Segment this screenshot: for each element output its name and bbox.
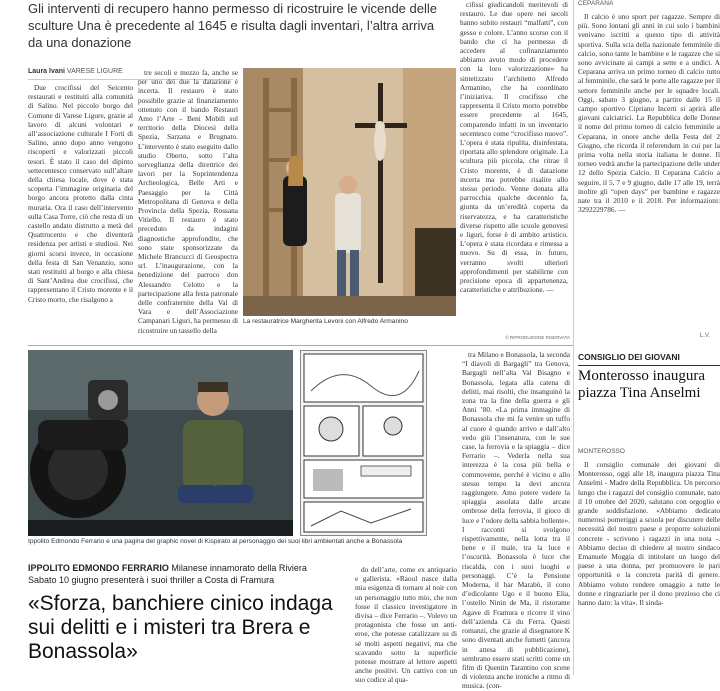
- article-headline: «Sforza, banchiere cinico indaga sui delitti e i misteri tra Brera e Bonassola»: [28, 592, 333, 663]
- article-paragraph: tra Milano e Bonassola, la seconda “I diavoli di Bargagli” tra Genova, Bargagli nell’alta Val Bisagno e Bonassola, legata alla catena di delitti, mai risolti, che insanguinò la zona tra la fine della guerra e gli Anni ’80. «La prima immagine di Bonassola che mi fa venire un tuffo al cuore è quando arrivo e dall’alto vedo giù l’insenatura, con le sue case, la ferrovia e la spiaggia – dice Ferrario –. Vederla nella sua interezza è la cosa più bella e commovente, perché è vicino e allo stesso tempo la devi ancora raggiungere. Amo potere vedere la spiaggia assolata dalle arcate ombrose della ferrovia, il gioco di luce e l’odore della sabbia bollente». I racconti si svolgono rispettivamente, nella lotta tra il bene e il male, tra la luce e l’oscurità. Bonassola è luce che riscalda, con i suoi luoghi e personaggi. C’è la Pensione Moderna, il bar Marabù, il cono d’edicolante Ugo e il buono Elia, l’ostello Ninin de Ma, il ristorante Agave di Framura e ricorre il vino dell’azienda Cà du Ferra. Questi romanzi, che grazie al disegnatore K sono diventati anche fumetti (ancora in attesa di pubblicazione), sembrano essere stati scritti come un film di Quentin Tarantino con scene di violenza anche ironiche a ritmo di musica. (con-: [462, 350, 570, 691]
- photo-illustration: [28, 350, 293, 536]
- sidebar-place: CEPARANA: [578, 0, 614, 7]
- sidebar-headline: Monterosso inaugura piazza Tina Anselmi: [578, 368, 706, 401]
- sidebar-place: MONTEROSSO: [578, 448, 625, 455]
- sidebar-column: [578, 12, 720, 332]
- sidebar-column: [578, 460, 720, 675]
- sidebar-section-label: CONSIGLIO DEI GIOVANI: [578, 352, 720, 366]
- photo-caption: La restauratrice Margherita Levoni con Alfredo Armanino: [243, 318, 408, 325]
- author-photo: [28, 350, 293, 536]
- photo-illustration: [243, 68, 456, 316]
- comic-illustration: [301, 351, 426, 535]
- comic-page: [300, 350, 427, 536]
- article-column: [355, 565, 457, 685]
- photo-caption: Ippolito Edmondo Ferrario e una pagina del graphic novel di Kispirato al personaggio dei suoi libri ambientati anche a Bonassola: [28, 538, 403, 545]
- column-divider: [573, 0, 574, 675]
- section-divider: [28, 345, 573, 346]
- article-column: [28, 83, 133, 345]
- kicker-text: Milanese innamorato della Riviera: [171, 563, 307, 573]
- article-subtitle: Gli interventi di recupero hanno permesso di ricostruire le vicende delle sculture Una è precedente al 1645 e risulta dagli inventari, l’altra arriva da una donazione: [28, 1, 437, 50]
- article-paragraph: do dell’arte, come ex antiquario e gallerista. «Raoul nasce dalla mia esigenza di tornare al noir con un personaggio tutto mio, che non fosse il classico investigatore in divisa – dice Ferrario –. Volevo un protagonista che fosse un anti-eroe, che potesse catalizzare su di sé molti aspetti negativi, ma che scavando sotto la superficie potesse mostrare al lettore aspetti anche positivi. Un cattivo con un suo codice al qua-: [355, 565, 457, 685]
- article-paragraph: Due crocifissi del Seicento restaurati e restituiti alla comunità di Salino. Nel piccolo borgo del Comune di Varese Ligure, grazie al lavoro di alcuni volontari e all’associazione culturale I Forti di Salino, anno dopo anno vengono riscoperti e valorizzati piccoli tesori. È stato il caso del dipinto settecentesco conservato sull’altare della chiesa locale, dove è stata scoperta l’immagine originaria del borgo ancora protetto dalla cinta muraria. Ora il caso dell’intervento sulla Casa Torre, ciò che resta di un castello andato distrutto a metà del Quattrocento e che diventerà residenza per artisti e studiosi. Nei giorni scorsi invece, in occasione della festa di San Venanzio, sono stati restituiti al borgo e alla chiesa di Sant’Andrea due crocifissi, che rappresentano il Cristo morente e il Cristo morto, che risalgono a: [28, 83, 133, 304]
- article-paragraph: tre secoli e mezzo fa, anche se per uno dei due la datazione è incerta. Il restauro è stato possibile grazie al finanziamento ottenuto con il bando Restauri Amo l’Arte – Beni Mobili sul territorio della Diocesi della Spezia, Sarzana e Brugnato. L’intervento è stato eseguito dallo studio Oberto, sotto l’alta sorveglianza della direttrice dei lavori per la Soprintendenza Archeologica, Belle Arti e Paesaggio per la Città Metropolitana di Genova e della Provincia della Spezia, Rossana Vitiello. Il restauro è stato preceduto da indagini diagnostiche approfondite, che sono state sponsorizzate da Michele Brancucci di Geospectra srl. L’inaugurazione, con la benedizione del parroco don Alessandro Celotto e la partecipazione alla festa patronale delle confraternite della Val di Vara e dell’Associazione Campanari Liguri, ha permesso di ricostruire un tassello della: [138, 68, 238, 335]
- copyright-credit: © RIPRODUZIONE RISERVATA: [505, 335, 570, 340]
- article-column: [460, 0, 568, 332]
- sidebar-signature: L.V.: [699, 333, 710, 339]
- author-name: Laura Ivani: [28, 68, 65, 75]
- dateline-place: VARESE LIGURE: [66, 68, 123, 75]
- article-column: [462, 350, 570, 691]
- restoration-photo: [243, 68, 456, 316]
- article-paragraph: cifissi giudicandoli meritevoli di restauro. Le due opere nei secoli hanno subito restauri “malfatti”, con gesso e colore. L’anno scorso con il bando che ci ha permesso di accedere al cofinanziamento abbiamo avuto modo di procedere con la loro valorizzazione» ha sintetizzato l’architetto Alfredo Armanino, che ha coordinato l’iniziativa. Il crocifisso che rappresenta il Cristo morto potrebbe essere precedente al 1645, comparendo infatti in un inventario secentesco come “crocifisso nuovo”. L’opera è stata ripulita, disinfestata, riportata allo splendore originale. La scultura più piccola, che ritrae il Cristo morente, è di datazione incerta ma potrebbe risalire allo stesso periodo. Venne donata alla parrocchia qualche decennio fa, giunta da un’eredità coperta da riservatezza, e ha caratteristiche diverse rispetto alle scuole genovesi e liguri, forse è di ambito artistico. L’opera è stata ricordata e rimessa a nuovo. Su di essa, in futuro, verranno svolti ulteriori approfondimenti per stabilirne con precisione epoca di appartenenza, caratteristiche e attribuzione. —: [460, 0, 568, 295]
- kicker-name: IPPOLITO EDMONDO FERRARIO: [28, 563, 169, 573]
- article-kicker: [28, 563, 348, 575]
- article-kicker-line: Sabato 10 giugno presenterà i suoi thriller a Costa di Framura: [28, 575, 275, 585]
- sidebar-paragraph: Il calcio è uno sport per ragazze. Sempre di più. Sono lontani gli anni in cui solo i bambini venivano iscritti a questo tipo di attività sportiva. Sulla scia della nazionale femminile di calcio, sono tante le bambine e le ragazze che si sono avvicinate ai campi a sette e a undici. A Ceparana arriva un primo torneo di calcio tutto al femminile, che sarà le porte alle ragazze per il settore femminile anche per le squadre locali. Oggi, sabato 3 giugno, a partire dalle 15 il campo sportivo Cipriano Incerti si aprirà alle giovani calciatrici. La Repubblica delle Donne il nome del primo torneo di calcio femminile a Ceparana, in onore anche della Festa del 2 Giugno, che ricorda il referendum in cui per la prima volta nella storia italiana le donne. Il torneo vedrà anche la partecipazione delle under 12 dello Spezia Calcio. Il Ceparana Calcio a seguire, il 5, 7 e 9 giugno, dalle 17 alle 19, terrà inoltre gli “open days” per bambine e ragazze nate tra il 2010 e il 2018. Per informazioni: 3292229786. —: [578, 12, 720, 215]
- article-column: [138, 68, 238, 345]
- sidebar-paragraph: Il consiglio comunale dei giovani di Monterosso, oggi alle 18, inaugura piazza Tina Anselmi - Madre della Repubblica. Un percorso lungo che i ragazzi del consiglio comunale, nato il 10 ottobre del 2020, salutano con orgoglio e grande soddisfazione. «Abbiamo dedicato numerosi pomeriggi a scuola per discutere delle necessità del nostro paese e proporre soluzioni concrete - scrivono i ragazzi in una nota -. Abbiamo deciso di chiedere al nostro sindaco Emanuele Moggia di intitolare un luogo del paese a una donna, per promuovere le pari opportunità e la concreta parità di genere. Abbiamo voluto rendere omaggio a tutte le donne e ringraziarle per il dono prezioso che ci hanno dato: la vita». Il sinda-: [578, 460, 720, 608]
